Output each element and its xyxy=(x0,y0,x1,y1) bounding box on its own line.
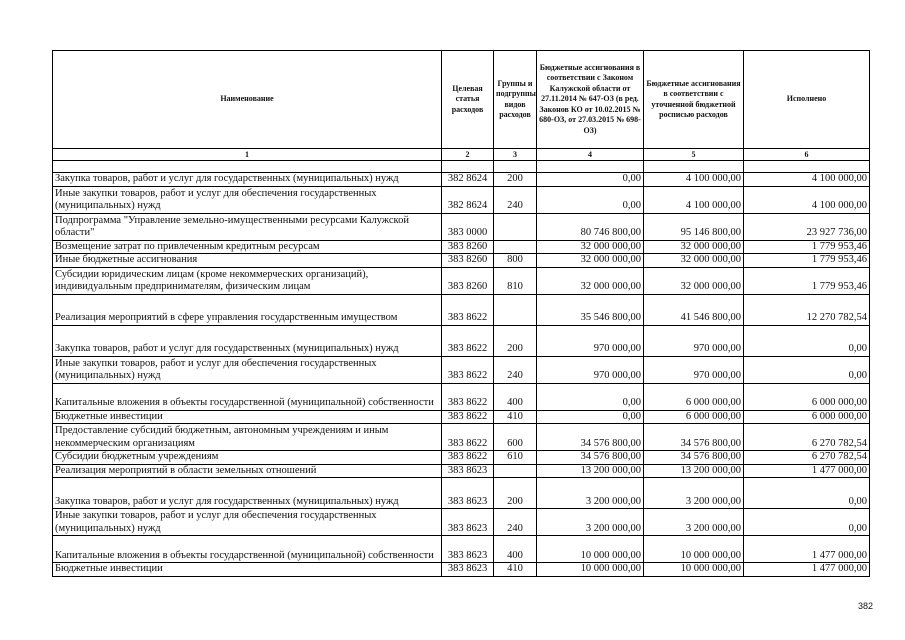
row-refined-allocation: 13 200 000,00 xyxy=(644,464,744,478)
row-expense-group: 600 xyxy=(494,424,537,451)
row-refined-allocation: 32 000 000,00 xyxy=(644,240,744,254)
row-expense-group xyxy=(494,464,537,478)
row-expense-group: 410 xyxy=(494,563,537,577)
row-target-article: 383 8623 xyxy=(442,536,494,563)
table-row xyxy=(53,536,870,563)
row-refined-allocation: 34 576 800,00 xyxy=(644,451,744,465)
row-name: Капитальные вложения в объекты государственной (муниципальной) собственности xyxy=(53,383,442,410)
row-expense-group: 240 xyxy=(494,186,537,213)
header-name: Наименование xyxy=(53,51,442,149)
column-number: 4 xyxy=(537,149,644,161)
row-name: Бюджетные инвестиции xyxy=(53,410,442,424)
row-refined-allocation: 6 000 000,00 xyxy=(644,410,744,424)
budget-table xyxy=(52,50,870,577)
row-refined-allocation: 32 000 000,00 xyxy=(644,254,744,268)
row-executed: 1 779 953,46 xyxy=(744,240,870,254)
row-target-article: 383 8622 xyxy=(442,451,494,465)
row-executed: 6 000 000,00 xyxy=(744,410,870,424)
header-target-article: Целевая статья расходов xyxy=(442,51,494,149)
row-executed: 0,00 xyxy=(744,509,870,536)
table-row xyxy=(53,451,870,465)
row-name: Закупка товаров, работ и услуг для государственных (муниципальных) нужд xyxy=(53,325,442,356)
table-row xyxy=(53,213,870,240)
row-refined-allocation: 4 100 000,00 xyxy=(644,186,744,213)
table-body xyxy=(53,161,870,577)
row-target-article: 383 8623 xyxy=(442,509,494,536)
row-refined-allocation: 95 146 800,00 xyxy=(644,213,744,240)
table-row xyxy=(53,509,870,536)
row-executed: 6 270 782,54 xyxy=(744,424,870,451)
table-row xyxy=(53,356,870,383)
row-target-article: 383 8622 xyxy=(442,294,494,325)
column-number: 2 xyxy=(442,149,494,161)
row-refined-allocation: 4 100 000,00 xyxy=(644,173,744,187)
row-law-allocation: 13 200 000,00 xyxy=(537,464,644,478)
row-executed: 23 927 736,00 xyxy=(744,213,870,240)
row-law-allocation: 0,00 xyxy=(537,173,644,187)
row-executed: 6 000 000,00 xyxy=(744,383,870,410)
row-target-article: 383 8260 xyxy=(442,254,494,268)
row-law-allocation: 10 000 000,00 xyxy=(537,563,644,577)
row-name: Бюджетные инвестиции xyxy=(53,563,442,577)
row-expense-group xyxy=(494,213,537,240)
row-target-article: 383 8622 xyxy=(442,356,494,383)
table-row xyxy=(53,267,870,294)
row-expense-group: 240 xyxy=(494,356,537,383)
row-refined-allocation: 970 000,00 xyxy=(644,325,744,356)
row-target-article: 383 8260 xyxy=(442,240,494,254)
row-name: Субсидии юридическим лицам (кроме некоммерческих организаций), индивидуальным предпринимателям, физическим лицам xyxy=(53,267,442,294)
row-target-article: 383 8260 xyxy=(442,267,494,294)
row-executed: 1 477 000,00 xyxy=(744,563,870,577)
row-expense-group: 610 xyxy=(494,451,537,465)
row-law-allocation: 3 200 000,00 xyxy=(537,509,644,536)
header-executed: Исполнено xyxy=(744,51,870,149)
row-executed: 4 100 000,00 xyxy=(744,173,870,187)
row-name: Иные закупки товаров, работ и услуг для обеспечения государственных (муниципальных) нужд xyxy=(53,509,442,536)
row-expense-group: 200 xyxy=(494,173,537,187)
row-executed: 6 270 782,54 xyxy=(744,451,870,465)
table-row xyxy=(53,186,870,213)
row-target-article: 382 8624 xyxy=(442,186,494,213)
row-law-allocation: 0,00 xyxy=(537,186,644,213)
row-name: Реализация мероприятий в сфере управления государственным имуществом xyxy=(53,294,442,325)
row-law-allocation: 32 000 000,00 xyxy=(537,267,644,294)
row-law-allocation: 32 000 000,00 xyxy=(537,240,644,254)
row-expense-group: 800 xyxy=(494,254,537,268)
row-expense-group: 400 xyxy=(494,383,537,410)
page-number: 382 xyxy=(858,601,874,611)
row-law-allocation: 80 746 800,00 xyxy=(537,213,644,240)
header-row xyxy=(53,51,870,149)
row-refined-allocation: 970 000,00 xyxy=(644,356,744,383)
row-executed: 0,00 xyxy=(744,478,870,509)
table-row xyxy=(53,240,870,254)
row-law-allocation: 970 000,00 xyxy=(537,356,644,383)
row-target-article: 383 8622 xyxy=(442,325,494,356)
row-target-article: 383 8623 xyxy=(442,563,494,577)
row-name: Капитальные вложения в объекты государственной (муниципальной) собственности xyxy=(53,536,442,563)
row-refined-allocation: 32 000 000,00 xyxy=(644,267,744,294)
row-executed: 0,00 xyxy=(744,356,870,383)
row-executed: 1 477 000,00 xyxy=(744,464,870,478)
row-refined-allocation: 34 576 800,00 xyxy=(644,424,744,451)
row-law-allocation: 0,00 xyxy=(537,410,644,424)
row-name: Реализация мероприятий в области земельных отношений xyxy=(53,464,442,478)
row-refined-allocation: 3 200 000,00 xyxy=(644,478,744,509)
row-law-allocation: 34 576 800,00 xyxy=(537,424,644,451)
table-row xyxy=(53,294,870,325)
row-law-allocation: 970 000,00 xyxy=(537,325,644,356)
row-law-allocation: 0,00 xyxy=(537,383,644,410)
row-target-article: 383 0000 xyxy=(442,213,494,240)
row-expense-group: 200 xyxy=(494,478,537,509)
row-executed: 4 100 000,00 xyxy=(744,186,870,213)
row-name: Подпрограмма "Управление земельно-имущественными ресурсами Калужской области" xyxy=(53,213,442,240)
row-executed: 1 477 000,00 xyxy=(744,536,870,563)
row-executed: 0,00 xyxy=(744,325,870,356)
table-row xyxy=(53,410,870,424)
row-expense-group xyxy=(494,294,537,325)
row-target-article: 383 8622 xyxy=(442,424,494,451)
row-name: Закупка товаров, работ и услуг для государственных (муниципальных) нужд xyxy=(53,478,442,509)
row-law-allocation: 35 546 800,00 xyxy=(537,294,644,325)
row-expense-group: 240 xyxy=(494,509,537,536)
table-row xyxy=(53,478,870,509)
column-number: 3 xyxy=(494,149,537,161)
row-law-allocation: 3 200 000,00 xyxy=(537,478,644,509)
row-name: Закупка товаров, работ и услуг для государственных (муниципальных) нужд xyxy=(53,173,442,187)
row-expense-group: 400 xyxy=(494,536,537,563)
table-row xyxy=(53,173,870,187)
row-target-article: 383 8622 xyxy=(442,410,494,424)
column-number: 1 xyxy=(53,149,442,161)
header-law-allocations: Бюджетные ассигнования в соответствии с Законом Калужской области от 27.11.2014 № 647-ОЗ (в ред. Законов КО от 10.02.2015 № 680-ОЗ, от 27.03.2015 № 698-ОЗ) xyxy=(537,51,644,149)
row-expense-group: 200 xyxy=(494,325,537,356)
column-numbers-row xyxy=(53,149,870,161)
column-number: 5 xyxy=(644,149,744,161)
table-row xyxy=(53,563,870,577)
row-target-article: 383 8623 xyxy=(442,478,494,509)
row-name: Субсидии бюджетным учреждениям xyxy=(53,451,442,465)
row-refined-allocation: 10 000 000,00 xyxy=(644,536,744,563)
row-refined-allocation: 41 546 800,00 xyxy=(644,294,744,325)
row-name: Предоставление субсидий бюджетным, автономным учреждениям и иным некоммерческим организациям xyxy=(53,424,442,451)
row-expense-group xyxy=(494,240,537,254)
row-target-article: 383 8622 xyxy=(442,383,494,410)
table-row xyxy=(53,383,870,410)
row-executed: 1 779 953,46 xyxy=(744,254,870,268)
row-law-allocation: 34 576 800,00 xyxy=(537,451,644,465)
row-expense-group: 410 xyxy=(494,410,537,424)
row-name: Возмещение затрат по привлеченным кредитным ресурсам xyxy=(53,240,442,254)
row-refined-allocation: 6 000 000,00 xyxy=(644,383,744,410)
row-refined-allocation: 10 000 000,00 xyxy=(644,563,744,577)
row-name: Иные бюджетные ассигнования xyxy=(53,254,442,268)
table-row xyxy=(53,254,870,268)
row-refined-allocation: 3 200 000,00 xyxy=(644,509,744,536)
spacer-row xyxy=(53,161,870,173)
table-row xyxy=(53,424,870,451)
row-expense-group: 810 xyxy=(494,267,537,294)
table-row xyxy=(53,464,870,478)
table-row xyxy=(53,325,870,356)
row-executed: 1 779 953,46 xyxy=(744,267,870,294)
row-target-article: 382 8624 xyxy=(442,173,494,187)
header-expense-groups: Группы и подгруппы видов расходов xyxy=(494,51,537,149)
row-law-allocation: 10 000 000,00 xyxy=(537,536,644,563)
header-refined-allocations: Бюджетные ассигнования в соответствии с уточненной бюджетной росписью расходов xyxy=(644,51,744,149)
column-number: 6 xyxy=(744,149,870,161)
row-executed: 12 270 782,54 xyxy=(744,294,870,325)
row-target-article: 383 8623 xyxy=(442,464,494,478)
row-law-allocation: 32 000 000,00 xyxy=(537,254,644,268)
row-name: Иные закупки товаров, работ и услуг для обеспечения государственных (муниципальных) нужд xyxy=(53,186,442,213)
row-name: Иные закупки товаров, работ и услуг для обеспечения государственных (муниципальных) нужд xyxy=(53,356,442,383)
